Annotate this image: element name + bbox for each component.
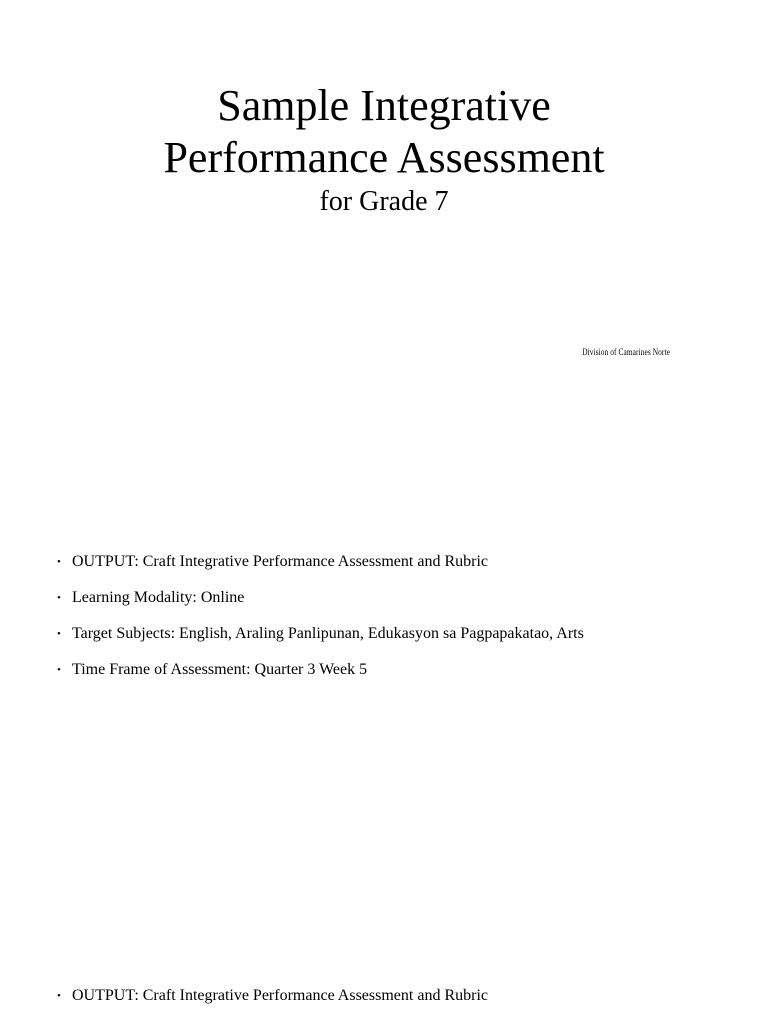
bullet-icon: •: [57, 628, 61, 640]
slide-title-line-1: Sample Integrative: [217, 81, 551, 130]
list-item-target-subjects: [57, 624, 584, 660]
bullet-icon: •: [57, 556, 61, 568]
list-item-output: [57, 552, 584, 588]
list-item-text: Time Frame of Assessment: Quarter 3 Week 5: [72, 661, 368, 678]
list-item-text: OUTPUT: Craft Integrative Performance Assessment and Rubric: [72, 553, 488, 570]
bullet-icon: •: [57, 592, 61, 604]
slide-title-line-2: Performance Assessment: [163, 133, 605, 182]
list-item-text: OUTPUT: Craft Integrative Performance Assessment and Rubric: [72, 987, 488, 1004]
details-list: [57, 552, 584, 696]
title-slide: [0, 0, 768, 480]
bullet-icon: •: [57, 664, 61, 676]
output-slide: [0, 950, 768, 1024]
bullet-icon: •: [57, 990, 61, 1002]
list-item-time-frame: [57, 660, 584, 696]
list-item-text: Learning Modality: Online: [72, 589, 245, 606]
details-slide: [0, 480, 768, 950]
list-item-output: [57, 986, 488, 1022]
slide-title: [0, 80, 768, 184]
slide-subtitle: for Grade 7: [319, 186, 449, 217]
list-item-learning-modality: [57, 588, 584, 624]
list-item-text: Target Subjects: English, Araling Panlipunan, Edukasyon sa Pagpapakatao, Arts: [72, 625, 584, 642]
output-list: [57, 986, 488, 1022]
division-label: Division of Camarines Norte: [582, 347, 670, 357]
